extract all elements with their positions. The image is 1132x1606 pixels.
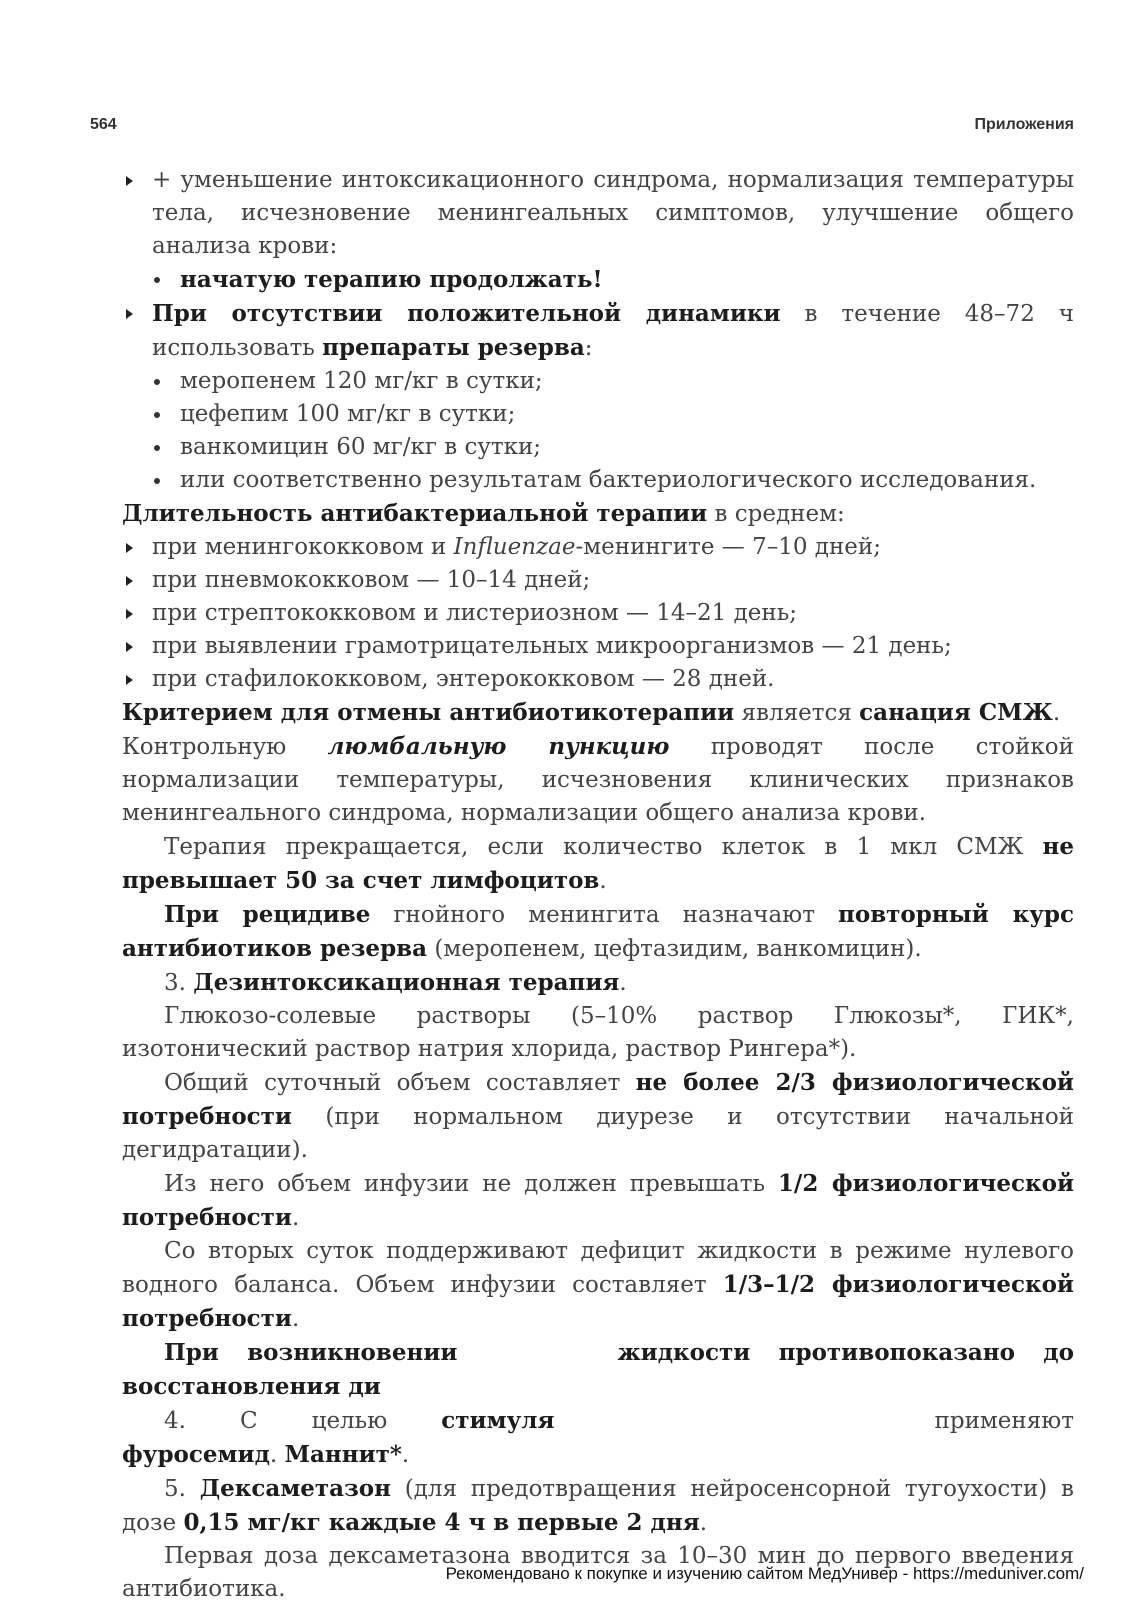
list-item-duration: при выявлении грамотрицательных микроорганизмов — 21 день; <box>122 630 1074 663</box>
section-5-paragraph: 5. Дексаметазон (для предотвращения нейросенсорной тугоухости) в дозе 0,15 мг/кг каждые 4 ч в первые 2 дня. <box>122 1475 1074 1536</box>
list-item-reserve-drug: или соответственно результатам бактериологического исследования. <box>122 464 1074 497</box>
page-number: 564 <box>90 116 117 133</box>
list-item-reserve-drug: ванкомицин 60 мг/кг в сутки; <box>122 431 1074 464</box>
infusion-volume-paragraph: Из него объем инфузии не должен превышать 1/2 физиологической потребности. <box>122 1170 1075 1231</box>
footer-recommendation: Рекомендовано к покупке и изучению сайтом МедУнивер - https://meduniver.com/ <box>445 1564 1084 1583</box>
list-item-no-dynamics: При отсутствии положительной динамики в течение 48–72 ч использовать препараты резерва: <box>122 297 1074 365</box>
list-item-duration: при пневмококковом — 10–14 дней; <box>122 564 1074 597</box>
section-3-heading: 3. Дезинтоксикационная терапия. <box>164 969 627 996</box>
running-title: Приложения <box>974 116 1074 133</box>
relapse-paragraph: При рецидиве гнойного менингита назначают повторный курс антибиотиков резерва (меропенем, цефтазидим, ванкомицин). <box>122 901 1074 962</box>
first-dose-paragraph: Первая доза дексаметазона вводится за 10–30 мин до первого введения антибиотика. <box>122 1543 1074 1602</box>
glucose-solutions-paragraph: Глюкозо-солевые растворы (5–10% раствор Глюкозы*, ГИК*, изотонический раствор натрия хлорида, раствор Рингера*). <box>122 1003 1074 1062</box>
list-item-duration: при стафилококковом, энтерококковом — 28 дней. <box>122 663 1074 696</box>
contraindication-paragraph: При возникновении жидкости противопоказано до восстановления ди <box>122 1339 1074 1400</box>
lumbar-puncture-paragraph: Контрольную люмбальную пункцию проводят после стойкой нормализации температуры, исчезновения клинических признаков менингеального синдрома, нормализации общего анализа крови. <box>122 733 1074 826</box>
therapy-stop-paragraph: Терапия прекращается, если количество клеток в 1 мкл СМЖ не превышает 50 за счет лимфоцитов. <box>122 833 1074 894</box>
list-item-reserve-drug: меропенем 120 мг/кг в сутки; <box>122 365 1074 398</box>
duration-heading: Длительность антибактериальной терапии в среднем: <box>122 500 845 527</box>
list-item-continue-therapy: начатую терапию продолжать! <box>122 263 1074 297</box>
document-body <box>122 164 1074 1606</box>
list-item-duration: при стрептококковом и листериозном — 14–21 день; <box>122 597 1074 630</box>
list-item-duration: при менингококковом и Influenzae-менингите — 7–10 дней; <box>122 531 1074 564</box>
second-day-paragraph: Со вторых суток поддерживают дефицит жидкости в режиме нулевого водного баланса. Объем инфузии составляет 1/3–1/2 физиологической потребности. <box>122 1238 1074 1332</box>
page-header <box>90 110 1074 140</box>
daily-volume-paragraph: Общий суточный объем составляет не более 2/3 физиологической потребности (при нормальном диурезе и отсутствии начальной дегидратации). <box>122 1069 1074 1163</box>
list-item-improvement: + уменьшение интоксикационного синдрома, нормализация температуры тела, исчезновение менингеальных симптомов, улучшение общего анализа крови: <box>122 164 1074 263</box>
list-item-reserve-drug: цефепим 100 мг/кг в сутки; <box>122 398 1074 431</box>
criterion-paragraph: Критерием для отмены антибиотикотерапии является санация СМЖ. <box>122 699 1061 726</box>
section-4-paragraph: 4. С целью стимуля применяют фуросемид. Маннит*. <box>122 1407 1074 1468</box>
